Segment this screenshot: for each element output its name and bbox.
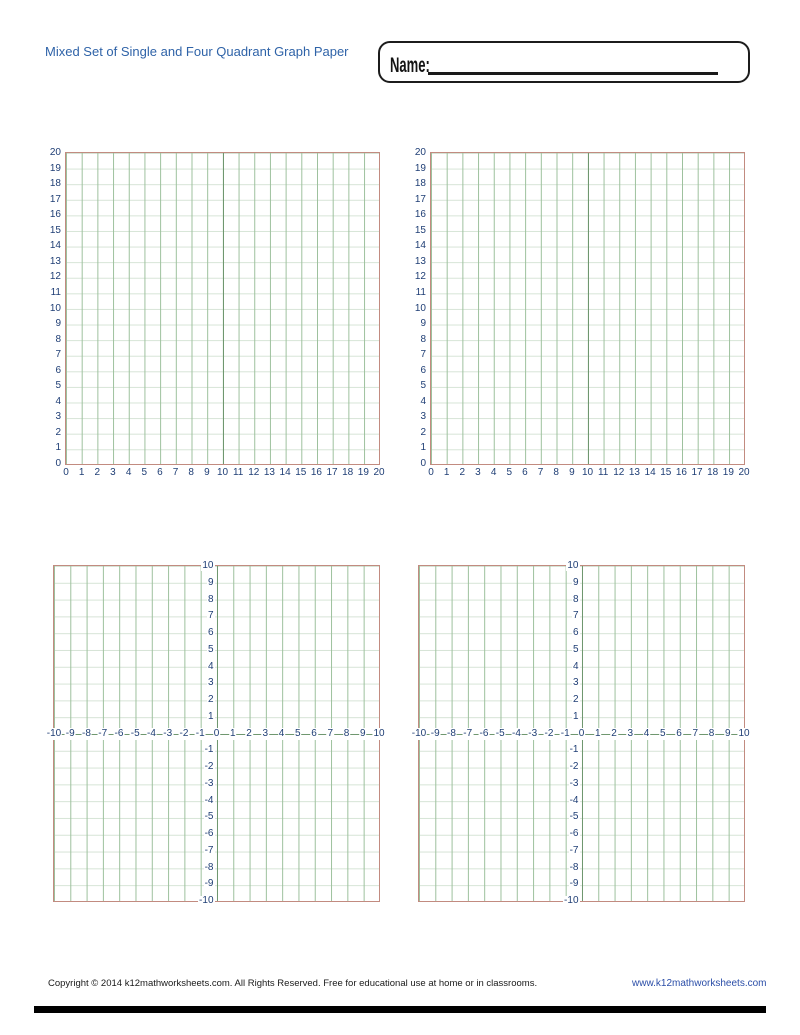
x-axis-tick-label: 1: [594, 727, 601, 739]
x-axis-tick-label: -2: [544, 727, 554, 739]
y-axis-tick-label: 3: [207, 677, 214, 689]
x-axis-tick-label: 5: [141, 467, 148, 478]
name-box: [378, 41, 750, 83]
y-axis-tick-label: 5: [55, 380, 61, 392]
vertical-axis-line: [588, 153, 589, 464]
x-axis-tick-label: 14: [644, 467, 656, 478]
y-axis-tick-label: 14: [414, 240, 426, 252]
y-axis-tick-label: 12: [414, 271, 426, 283]
x-axis-tick-label: 2: [611, 727, 617, 739]
y-axis-tick-label: 7: [572, 610, 579, 622]
y-axis-tick-label: 9: [572, 576, 579, 588]
x-axis-tick-label: 18: [707, 467, 719, 478]
y-axis-tick-label: 19: [414, 162, 426, 174]
y-axis-tick-label: 9: [55, 318, 61, 330]
x-axis-tick-label: -2: [179, 727, 189, 739]
y-axis-tick-label: 6: [55, 364, 61, 376]
y-axis-tick-label: -6: [204, 828, 214, 839]
y-axis-tick-label: -6: [569, 828, 579, 839]
y-axis-tick-label: -3: [569, 777, 579, 789]
x-axis-tick-label: 20: [373, 467, 385, 478]
y-axis-tick-label: 13: [49, 255, 61, 267]
y-axis-tick-label: 8: [420, 333, 426, 345]
y-axis-tick-label: 2: [55, 426, 61, 438]
y-axis-tick-label: 20: [49, 147, 61, 158]
x-axis-tick-label: -5: [130, 727, 140, 739]
x-axis-tick-label: 16: [675, 467, 687, 478]
y-axis-tick-label: 10: [49, 302, 61, 314]
four-quadrant-grid-bottom-left: [46, 560, 385, 906]
x-axis-tick-label: -9: [430, 727, 440, 739]
y-axis-tick-label: 8: [207, 593, 214, 605]
x-axis-tick-label: 3: [627, 727, 634, 739]
y-axis-tick-label: 4: [572, 660, 579, 672]
x-axis-tick-label: -10: [46, 727, 62, 739]
x-axis-tick-label: 9: [359, 727, 366, 739]
x-axis-tick-label: -7: [463, 727, 473, 739]
x-axis-tick-label: 10: [216, 467, 229, 478]
x-axis-tick-label: 7: [327, 727, 334, 739]
y-axis-tick-label: 7: [420, 349, 426, 361]
x-axis-tick-label: 4: [643, 727, 650, 739]
website-link: www.k12mathworksheets.com: [632, 978, 767, 989]
x-axis-tick-label: 7: [692, 727, 699, 739]
x-axis-tick-label: 8: [708, 727, 715, 739]
x-axis-tick-label: -3: [163, 727, 173, 739]
x-axis-tick-label: -6: [114, 727, 124, 739]
x-axis-tick-label: 6: [157, 467, 163, 478]
x-axis-tick-label: 0: [213, 727, 220, 739]
y-axis-tick-label: 1: [420, 442, 426, 454]
x-axis-tick-label: 5: [506, 467, 513, 478]
y-axis-tick-label: -2: [204, 761, 214, 772]
y-axis-tick-label: 9: [207, 576, 214, 588]
x-axis-tick-label: -3: [528, 727, 538, 739]
y-axis-tick-label: -5: [569, 811, 579, 823]
y-axis-tick-label: 3: [420, 411, 426, 423]
x-axis-tick-label: 18: [342, 467, 354, 478]
y-axis-tick-label: 2: [207, 694, 214, 705]
x-axis-tick-label: 4: [278, 727, 285, 739]
x-axis-tick-label: -4: [512, 727, 521, 739]
y-axis-tick-label: 12: [49, 271, 61, 283]
x-axis-tick-label: -9: [65, 727, 75, 739]
y-axis-tick-label: 11: [50, 286, 61, 298]
x-axis-tick-label: 10: [373, 727, 385, 739]
y-axis-tick-label: 1: [572, 710, 579, 722]
y-axis-tick-label: 19: [49, 162, 61, 174]
x-axis-tick-label: -4: [147, 727, 156, 739]
x-axis-tick-label: 3: [110, 467, 116, 478]
x-axis-tick-label: 11: [232, 467, 244, 478]
x-axis-tick-label: 1: [78, 467, 85, 478]
y-axis-tick-label: 6: [572, 627, 579, 638]
y-axis-tick-label: -9: [204, 878, 214, 890]
x-axis-tick-label: 3: [475, 467, 481, 478]
y-axis-tick-label: 10: [202, 560, 214, 571]
x-axis-tick-label: 8: [343, 727, 350, 739]
y-axis-tick-label: -7: [569, 844, 579, 856]
name-fill-line: [428, 72, 718, 75]
x-axis-tick-label: 10: [738, 727, 750, 739]
y-axis-tick-label: -9: [569, 878, 579, 890]
x-axis-tick-label: 9: [724, 727, 731, 739]
single-quadrant-grid-top-left: [49, 147, 385, 478]
y-axis-tick-label: 17: [49, 193, 61, 205]
footer-divider-bar: [34, 1006, 766, 1013]
x-axis-tick-label: 2: [246, 727, 252, 739]
single-quadrant-grid-top-right: [414, 147, 750, 478]
x-axis-tick-label: -7: [98, 727, 108, 739]
y-axis-tick-label: 8: [572, 593, 579, 605]
y-axis-tick-label: 10: [567, 560, 579, 571]
y-axis-tick-label: -8: [204, 861, 214, 873]
x-axis-tick-label: -8: [447, 727, 456, 739]
x-axis-tick-label: 4: [125, 467, 132, 478]
y-axis-tick-label: 9: [420, 318, 426, 330]
x-axis-tick-label: -6: [479, 727, 489, 739]
x-axis-tick-label: 19: [722, 467, 734, 478]
name-label: Name:: [390, 54, 430, 77]
x-axis-tick-label: -1: [195, 727, 205, 739]
four-quadrant-grid-bottom-right: [411, 560, 750, 906]
y-axis-tick-label: 4: [420, 395, 426, 407]
y-axis-tick-label: -2: [569, 761, 579, 772]
y-axis-tick-label: 5: [420, 380, 426, 392]
y-axis-tick-label: 2: [572, 694, 579, 705]
x-axis-tick-label: 13: [263, 467, 275, 478]
x-axis-tick-label: -8: [82, 727, 91, 739]
y-axis-tick-label: 5: [207, 643, 214, 655]
x-axis-tick-label: 9: [204, 467, 210, 478]
x-axis-tick-label: 7: [537, 467, 544, 478]
x-axis-tick-label: 12: [248, 467, 260, 478]
x-axis-tick-label: 1: [443, 467, 450, 478]
vertical-axis-line: [223, 153, 224, 464]
y-axis-tick-label: 16: [49, 209, 61, 221]
y-axis-tick-label: 10: [414, 302, 426, 314]
y-axis-tick-label: 3: [572, 677, 579, 689]
x-axis-tick-label: 0: [63, 467, 69, 478]
x-axis-tick-label: 19: [357, 467, 369, 478]
x-axis-tick-label: 6: [522, 467, 528, 478]
x-axis-tick-label: 3: [262, 727, 269, 739]
x-axis-tick-label: 8: [188, 467, 194, 478]
y-axis-tick-label: -4: [569, 794, 579, 806]
x-axis-tick-label: 13: [628, 467, 640, 478]
x-axis-tick-label: 9: [569, 467, 575, 478]
y-axis-tick-label: 6: [420, 364, 426, 376]
x-axis-tick-label: 14: [279, 467, 291, 478]
x-axis-tick-label: 4: [490, 467, 497, 478]
x-axis-tick-label: 6: [676, 727, 682, 739]
y-axis-tick-label: 7: [207, 610, 214, 622]
x-axis-tick-label: 10: [581, 467, 594, 478]
x-axis-tick-label: 8: [553, 467, 559, 478]
page-title: Mixed Set of Single and Four Quadrant Graph Paper: [45, 44, 349, 59]
x-axis-tick-label: 17: [326, 467, 338, 478]
x-axis-tick-label: 15: [660, 467, 672, 478]
y-axis-tick-label: 16: [414, 209, 426, 221]
x-axis-tick-label: -5: [495, 727, 505, 739]
y-axis-tick-label: 20: [414, 147, 426, 158]
y-axis-tick-label: -1: [569, 744, 579, 756]
x-axis-tick-label: 16: [310, 467, 322, 478]
y-axis-tick-label: -3: [204, 777, 214, 789]
y-axis-tick-label: 5: [572, 643, 579, 655]
x-axis-tick-label: 0: [578, 727, 585, 739]
y-axis-tick-label: 11: [415, 286, 426, 298]
x-axis-tick-label: 5: [659, 727, 666, 739]
y-axis-tick-label: 18: [49, 178, 61, 190]
x-axis-tick-label: 15: [295, 467, 307, 478]
x-axis-tick-label: 1: [229, 727, 236, 739]
y-axis-tick-label: 6: [207, 627, 214, 638]
x-axis-tick-label: 5: [294, 727, 301, 739]
y-axis-tick-label: 18: [414, 178, 426, 190]
y-axis-tick-label: 7: [55, 349, 61, 361]
x-axis-tick-label: 12: [613, 467, 625, 478]
y-axis-tick-label: 4: [207, 660, 214, 672]
y-axis-tick-label: -5: [204, 811, 214, 823]
copyright-text: Copyright © 2014 k12mathworksheets.com. All Rights Reserved. Free for educational use at home or in classrooms.: [48, 978, 538, 989]
x-axis-tick-label: 17: [691, 467, 703, 478]
y-axis-tick-label: 1: [207, 710, 214, 722]
y-axis-tick-label: 15: [414, 224, 426, 236]
y-axis-tick-label: 14: [49, 240, 61, 252]
x-axis-tick-label: 0: [428, 467, 434, 478]
y-axis-tick-label: 0: [420, 458, 426, 469]
x-axis-tick-label: 7: [172, 467, 179, 478]
y-axis-tick-label: -4: [204, 794, 214, 806]
y-axis-tick-label: 3: [55, 411, 61, 423]
x-axis-tick-label: 2: [94, 467, 101, 478]
y-axis-tick-label: 1: [55, 442, 61, 454]
y-axis-tick-label: -10: [564, 895, 579, 906]
y-axis-tick-label: -10: [199, 895, 214, 906]
y-axis-tick-label: -8: [569, 861, 579, 873]
x-axis-tick-label: -1: [560, 727, 570, 739]
y-axis-tick-label: 8: [55, 333, 61, 345]
x-axis-tick-label: 11: [597, 467, 609, 478]
y-axis-tick-label: -1: [204, 744, 214, 756]
y-axis-tick-label: -7: [204, 844, 214, 856]
x-axis-tick-label: -10: [411, 727, 427, 739]
x-axis-tick-label: 20: [738, 467, 750, 478]
y-axis-tick-label: 4: [55, 395, 61, 407]
x-axis-tick-label: 6: [311, 727, 317, 739]
x-axis-tick-label: 2: [459, 467, 466, 478]
y-axis-tick-label: 0: [55, 458, 61, 469]
y-axis-tick-label: 2: [420, 426, 426, 438]
y-axis-tick-label: 15: [49, 224, 61, 236]
y-axis-tick-label: 17: [414, 193, 426, 205]
y-axis-tick-label: 13: [414, 255, 426, 267]
